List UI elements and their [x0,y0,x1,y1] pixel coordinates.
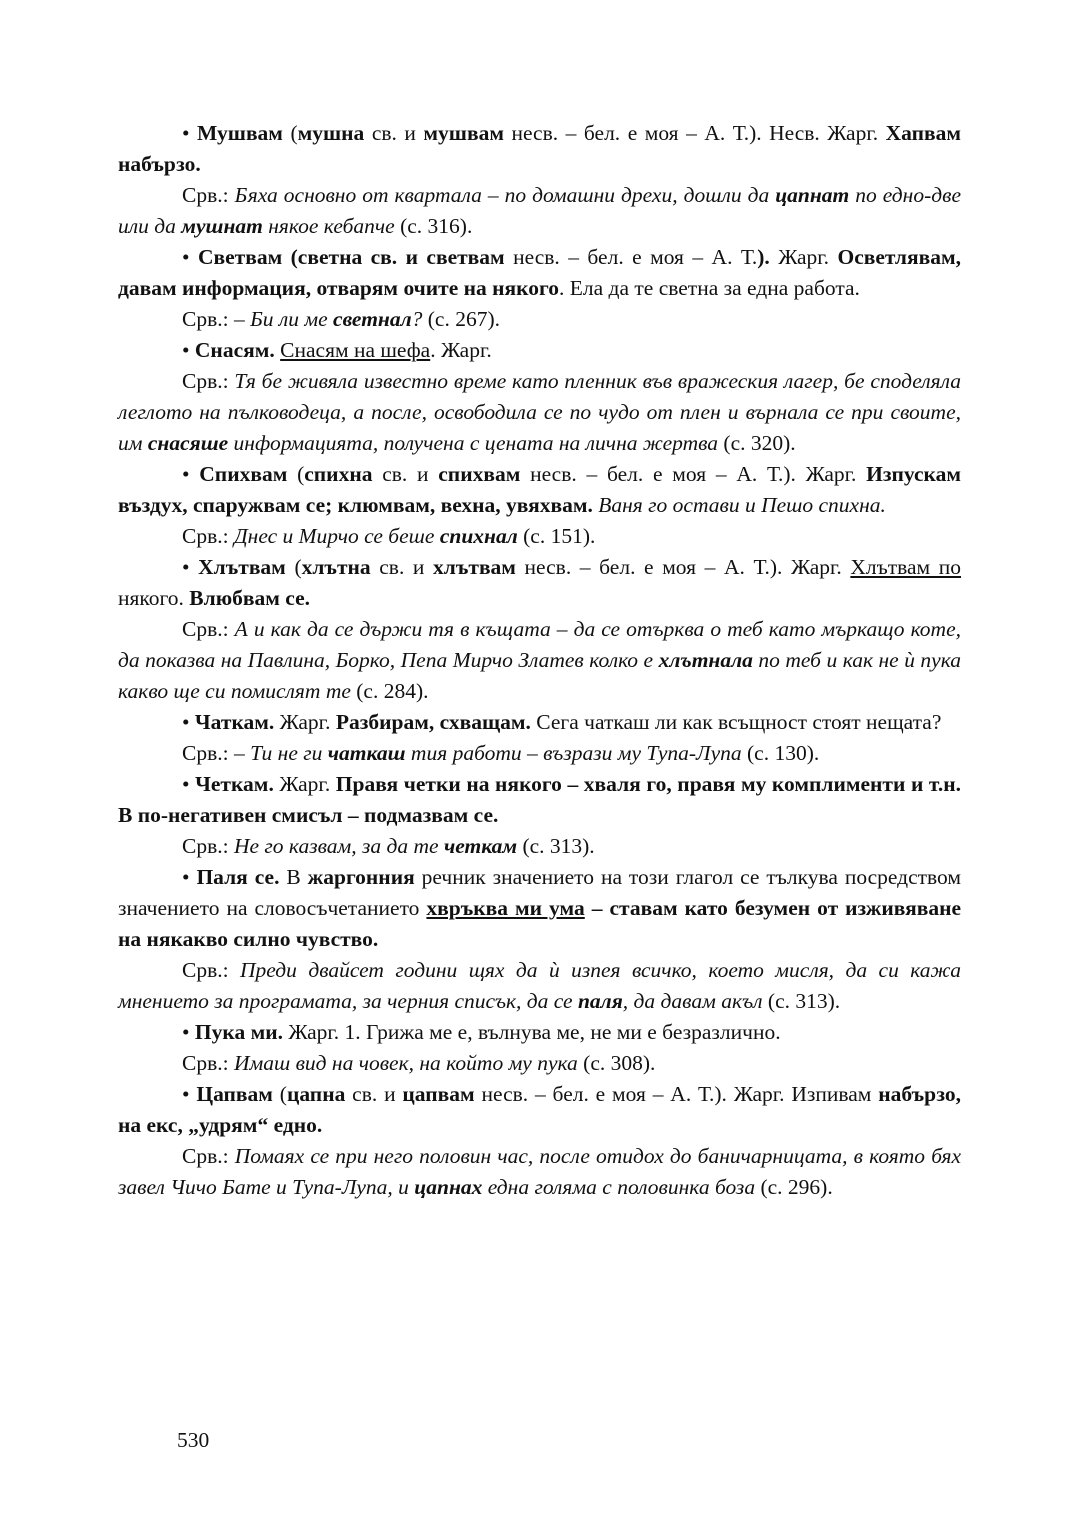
text-run: цапнат [775,183,850,207]
text-run: Ваня го остави и Пешо спихна. [598,493,886,517]
text-run: набързо, на екс, „удрям“ едно. [118,1082,961,1137]
text-run: Хапвам набързо. [118,121,961,176]
text-run: цапнах [414,1175,483,1199]
text-run: по теб и как не ѝ пука какво ще си помислят те [118,648,962,703]
text-run: (с. 130). [741,741,820,765]
text-run: Хлътвам по [850,555,961,579]
page-number: 530 [177,1428,210,1452]
text-run: несв. – бел. е моя – А. Т.). Жарг. [515,555,851,579]
entry-svetvam [118,242,961,304]
text-run: • [182,555,199,579]
text-run: • [182,462,200,486]
text-run: Срв.: [182,617,235,641]
text-run: мушнат [181,214,263,238]
example-chatkam [118,738,961,769]
text-run: (с. 320). [718,431,796,455]
text-run: по едно-две или да [118,183,961,238]
text-run: • [182,1020,195,1044]
text-run: Срв.: [182,307,234,331]
entry-snasyam [118,335,961,366]
text-run: Хлътвам [198,555,286,579]
text-run: несв. – бел. е моя – А. Т.). Жарг. Изпивам [474,1082,879,1106]
text-run: Бяха основно от квартала – по домашни дрехи, дошли да [234,183,776,207]
text-run: • [182,772,196,796]
text-run: четкам [443,834,518,858]
text-run: Осветлявам, давам информация, отварям очите на някого [118,245,962,300]
example-tsapvam [118,1141,961,1203]
text-run: • [182,710,195,734]
text-run: Срв.: [182,524,234,548]
text-run: Светвам (светна св. и светвам [197,245,505,269]
text-run: – Би ли ме [233,307,334,331]
text-run: спихвам [438,462,521,486]
text-run: • [182,245,198,269]
text-run: Срв.: [182,369,235,393]
text-run: една голяма с половинка боза [482,1175,756,1199]
text-run: информацията, получена с цената на лична жертва [228,431,719,455]
text-run: св. и [372,462,439,486]
example-hlatvam [118,614,961,707]
text-run: • [182,338,195,362]
text-run: Чаткам. [194,710,275,734]
text-run: хлътна [301,555,371,579]
example-mushvam [118,180,961,242]
text-run: Пука ми. [194,1020,283,1044]
text-run: Снасям на шефа [280,338,431,362]
text-run: Жарг. [274,710,336,734]
example-chetkam [118,831,961,862]
text-run: св. и [345,1082,403,1106]
example-spihvam [118,521,961,552]
entry-puka-mi [118,1017,961,1048]
text-run: (с. 308). [577,1051,656,1075]
entry-spihvam [118,459,961,521]
entry-mushvam [118,118,961,180]
text-run: Паля се. [196,865,280,889]
text-run: хлътвам [433,555,516,579]
text-run: св. и [364,121,424,145]
text-run: Изпускам въздух, спаружвам се; клюмвам, вехна, увяхвам. [118,462,961,517]
text-run: Срв.: [182,183,235,207]
text-run: мушвам [423,121,504,145]
text-run: Снасям. [194,338,275,362]
example-palya-se [118,955,961,1017]
text-run: св. и [370,555,434,579]
entry-palya-se [118,862,961,955]
text-run: Влюбвам се. [189,586,310,610]
text-run: В [279,865,308,889]
text-run: , да давам акъл [622,989,763,1013]
text-run: цапвам [402,1082,475,1106]
text-run: чаткаш [327,741,406,765]
example-snasyam [118,366,961,459]
text-run: ( [285,555,302,579]
text-run: Тя бе живяла известно време като пленник във вражеския лагер, бе споделяла леглото на пълководеца, а после, освободила се по чудо от плен и върнала се при своите, им [118,369,962,455]
text-run: • [182,1082,197,1106]
text-run: ( [272,1082,287,1106]
text-run: Спихвам [199,462,288,486]
text-run: хлътнала [658,648,753,672]
text-run: ? [411,307,423,331]
text-run: спихна [304,462,373,486]
text-run: светнал [333,307,412,331]
entry-hlatvam [118,552,961,614]
text-run: Срв.: [182,1051,234,1075]
text-run: несв. – бел. е моя – А. Т.). Несв. Жарг. [503,121,886,145]
text-run: ). [757,245,770,269]
text-run: . Ела да те светна за една работа. [559,276,860,300]
text-run: (с. 316). [394,214,473,238]
text-run: някого. [118,586,190,610]
text-run: Не го казвам, за да те [233,834,444,858]
text-run: Сега чаткаш ли как всъщност стоят нещата? [530,710,942,734]
text-run: спихнал [439,524,518,548]
text-run: Жарг. 1. Грижа ме е, вълнува ме, не ми е безразлично. [282,1020,781,1044]
text-run: (с. 296). [755,1175,833,1199]
text-run: Днес и Мирчо се беше [233,524,440,548]
text-run: А и как да се държи тя в къщата – да се отърква о теб като мъркащо коте, да показва на Павлина, Борко, Пепа Мирчо Златев колко е [118,617,961,672]
text-run: . Жарг. [430,338,492,362]
entry-chatkam [118,707,961,738]
text-run: Мушвам [197,121,283,145]
text-run: Жарг. [273,772,336,796]
text-run: Срв.: [182,741,234,765]
text-run: Срв.: [182,834,234,858]
text-run: жаргонния [307,865,415,889]
text-run: – Ти не ги [233,741,328,765]
text-run: Срв.: [182,958,241,982]
text-run: (с. 151). [517,524,596,548]
text-run: хвръква ми ума [426,896,585,920]
text-run: някое кебапче [262,214,395,238]
text-run: несв. – бел. е моя – А. Т.). Жарг. [520,462,867,486]
text-run: (с. 267). [422,307,501,331]
text-run: Цапвам [196,1082,273,1106]
text-run: несв. – бел. е моя – А. Т. [504,245,758,269]
text-run: (с. 313). [762,989,841,1013]
example-puka-mi [118,1048,961,1079]
text-run: ( [287,462,305,486]
text-run: Преди двайсет години щях да ѝ изпея всичко, което мисля, да си кажа мнението за програмата, за черния списък, да се [118,958,961,1013]
text-run: • [182,121,198,145]
text-run: ( [282,121,298,145]
text-run: Срв.: [182,1144,235,1168]
text-run: снасяше [147,431,229,455]
text-run: Имаш вид на човек, на който му пука [233,1051,578,1075]
entry-chetkam [118,769,961,831]
text-run: мушна [297,121,365,145]
text-run: Правя четки на някого – хваля го, правя му комплименти и т.н. В по-негативен смисъл – подмазвам се. [118,772,961,827]
text-run: Жарг. [769,245,838,269]
text-run: Четкам. [195,772,274,796]
entry-tsapvam [118,1079,961,1141]
text-run: Разбирам, схващам. [335,710,531,734]
text-run: тия работи – възрази му Тупа-Лупа [405,741,742,765]
text-run: речник значението на този глагол се тълкува посредством значението на словосъчетанието [118,865,961,920]
text-run: (с. 284). [350,679,429,703]
text-run: – ставам като безумен от изживяване на някакво силно чувство. [118,896,961,951]
text-run: Помаях се при него половин час, после отидох до баничарницата, в която бях завел Чичо Бате и Тупа-Лупа, и [118,1144,962,1199]
example-svetvam [118,304,961,335]
text-run: • [182,865,197,889]
page-text [118,118,961,1203]
text-run: паля [577,989,623,1013]
text-run: цапна [286,1082,346,1106]
text-run: (с. 313). [517,834,595,858]
